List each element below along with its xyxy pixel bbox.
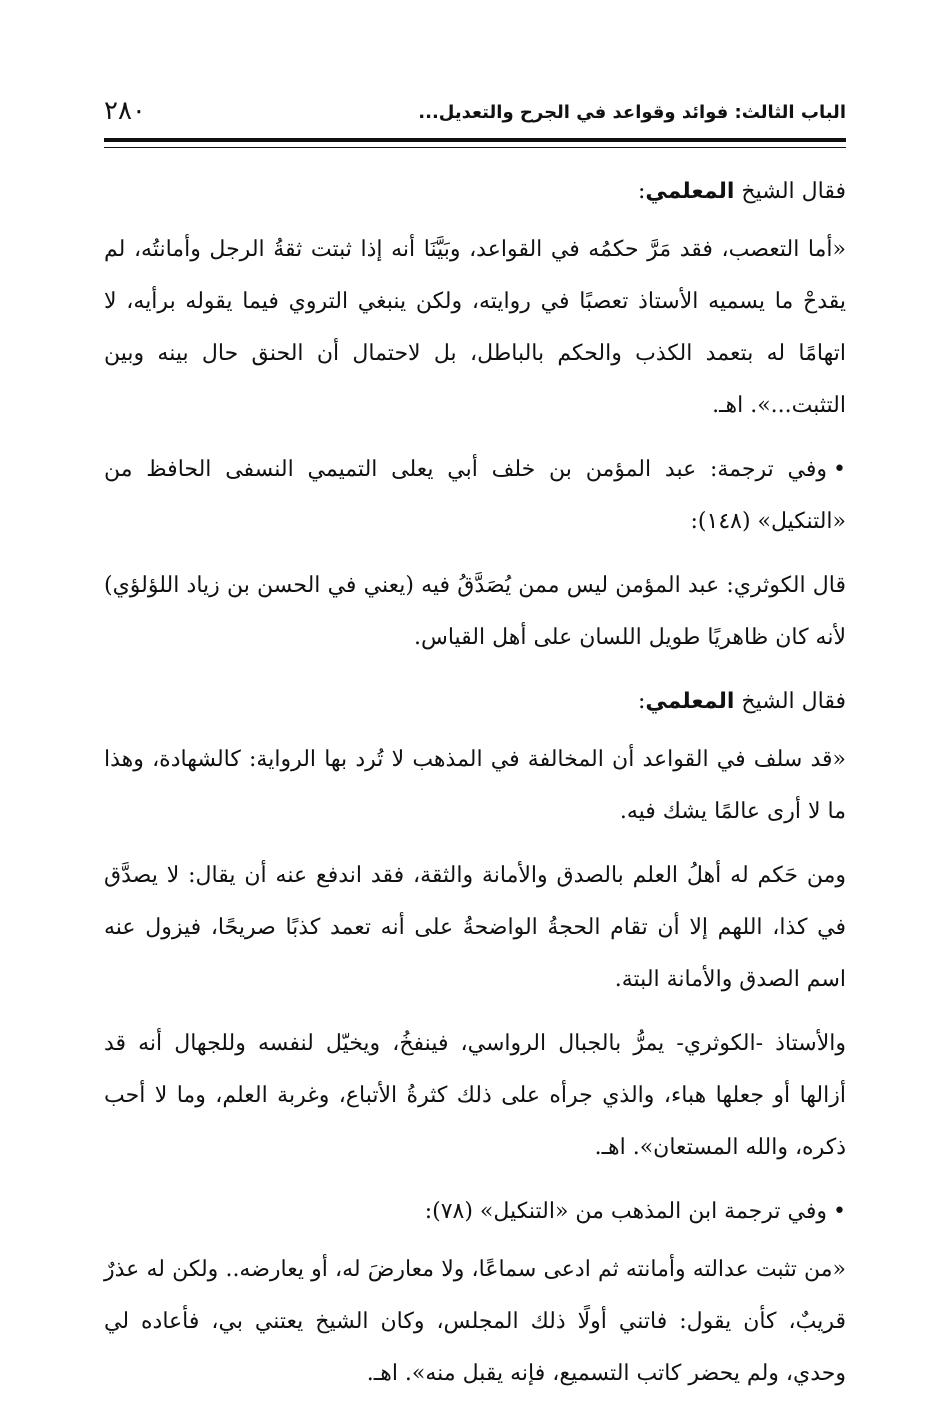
bullet-icon: • <box>833 457 846 482</box>
speaker-suffix: : <box>638 179 646 204</box>
speaker-prefix: فقال الشيخ <box>734 689 846 714</box>
quote-paragraph-2: «قد سلف في القواعد أن المخالفة في المذهب لا تُرد بها الرواية: كالشهادة، وهذا ما لا أرى عالمًا يشك فيه. <box>104 747 846 824</box>
header-rule <box>104 138 846 148</box>
body-paragraph-4: والأستاذ -الكوثري- يمرُّ بالجبال الرواسي، فينفخُ، ويخيّل لنفسه وللجهال أنه قد أزالها أو جعلها هباء، والذي جرأه على ذلك كثرةُ الأتباع، وغربة العلم، وما لا أحب ذكره، والله المستعان». اهـ. <box>104 1031 846 1160</box>
speaker-line-2 <box>104 676 846 728</box>
body-paragraph-3: ومن حَكم له أهلُ العلم بالصدق والأمانة والثقة، فقد اندفع عنه أن يقال: لا يصدَّق في كذا، اللهم إلا أن تقام الحجةُ الواضحةُ على أنه تعمد كذبًا صريحًا، فيزول عنه اسم الصدق والأمانة البتة. <box>104 863 846 992</box>
bullet-text: وفي ترجمة ابن المذهب من «التنكيل» (٧٨): <box>424 1199 828 1224</box>
running-header <box>104 96 846 136</box>
bullet-paragraph-2 <box>104 1186 846 1238</box>
quote-paragraph-3: «من تثبت عدالته وأمانته ثم ادعى سماعًا، ولا معارضَ له، أو يعارضه.. ولكن له عذرٌ قريبٌ، كأن يقول: فاتني أولًا ذلك المجلس، وكان الشيخ يعتني بي، فأعاده لي وحدي، ولم يحضر كاتب التسميع، فإنه يقبل منه». اهـ. <box>104 1257 846 1386</box>
speaker-suffix: : <box>638 689 646 714</box>
speaker-name: المعلمي <box>645 689 735 714</box>
speaker-prefix: فقال الشيخ <box>734 179 846 204</box>
bullet-text: وفي ترجمة: عبد المؤمن بن خلف أبي يعلى التميمي النسفى الحافظ من «التنكيل» (١٤٨): <box>104 457 846 534</box>
bullet-icon: • <box>833 1199 846 1224</box>
page-number: ٢٨٠ <box>104 96 146 126</box>
kawthari-paragraph: قال الكوثري: عبد المؤمن ليس ممن يُصَدَّقُ فيه (يعني في الحسن بن زياد اللؤلؤي) لأنه كان ظاهريًا طويل اللسان على أهل القياس. <box>104 573 846 650</box>
speaker-line-1 <box>104 166 846 218</box>
page-body <box>104 166 846 1412</box>
chapter-title: الباب الثالث: فوائد وقواعد في الجرح والتعديل... <box>418 102 846 123</box>
speaker-name: المعلمي <box>645 179 735 204</box>
bullet-paragraph-1 <box>104 444 846 548</box>
quote-paragraph-1: «أما التعصب، فقد مَرَّ حكمُه في القواعد، وبَيَّنَا أنه إذا ثبتت ثقةُ الرجل وأمانتُه، لم يقدحْ ما يسميه الأستاذ تعصبًا في روايته، ولكن ينبغي التروي فيما يقوله برأيه، لا اتهامًا له بتعمد الكذب والحكم بالباطل، بل لاحتمال أن الحنق حال بينه وبين التثبت...». اهـ. <box>104 237 846 418</box>
